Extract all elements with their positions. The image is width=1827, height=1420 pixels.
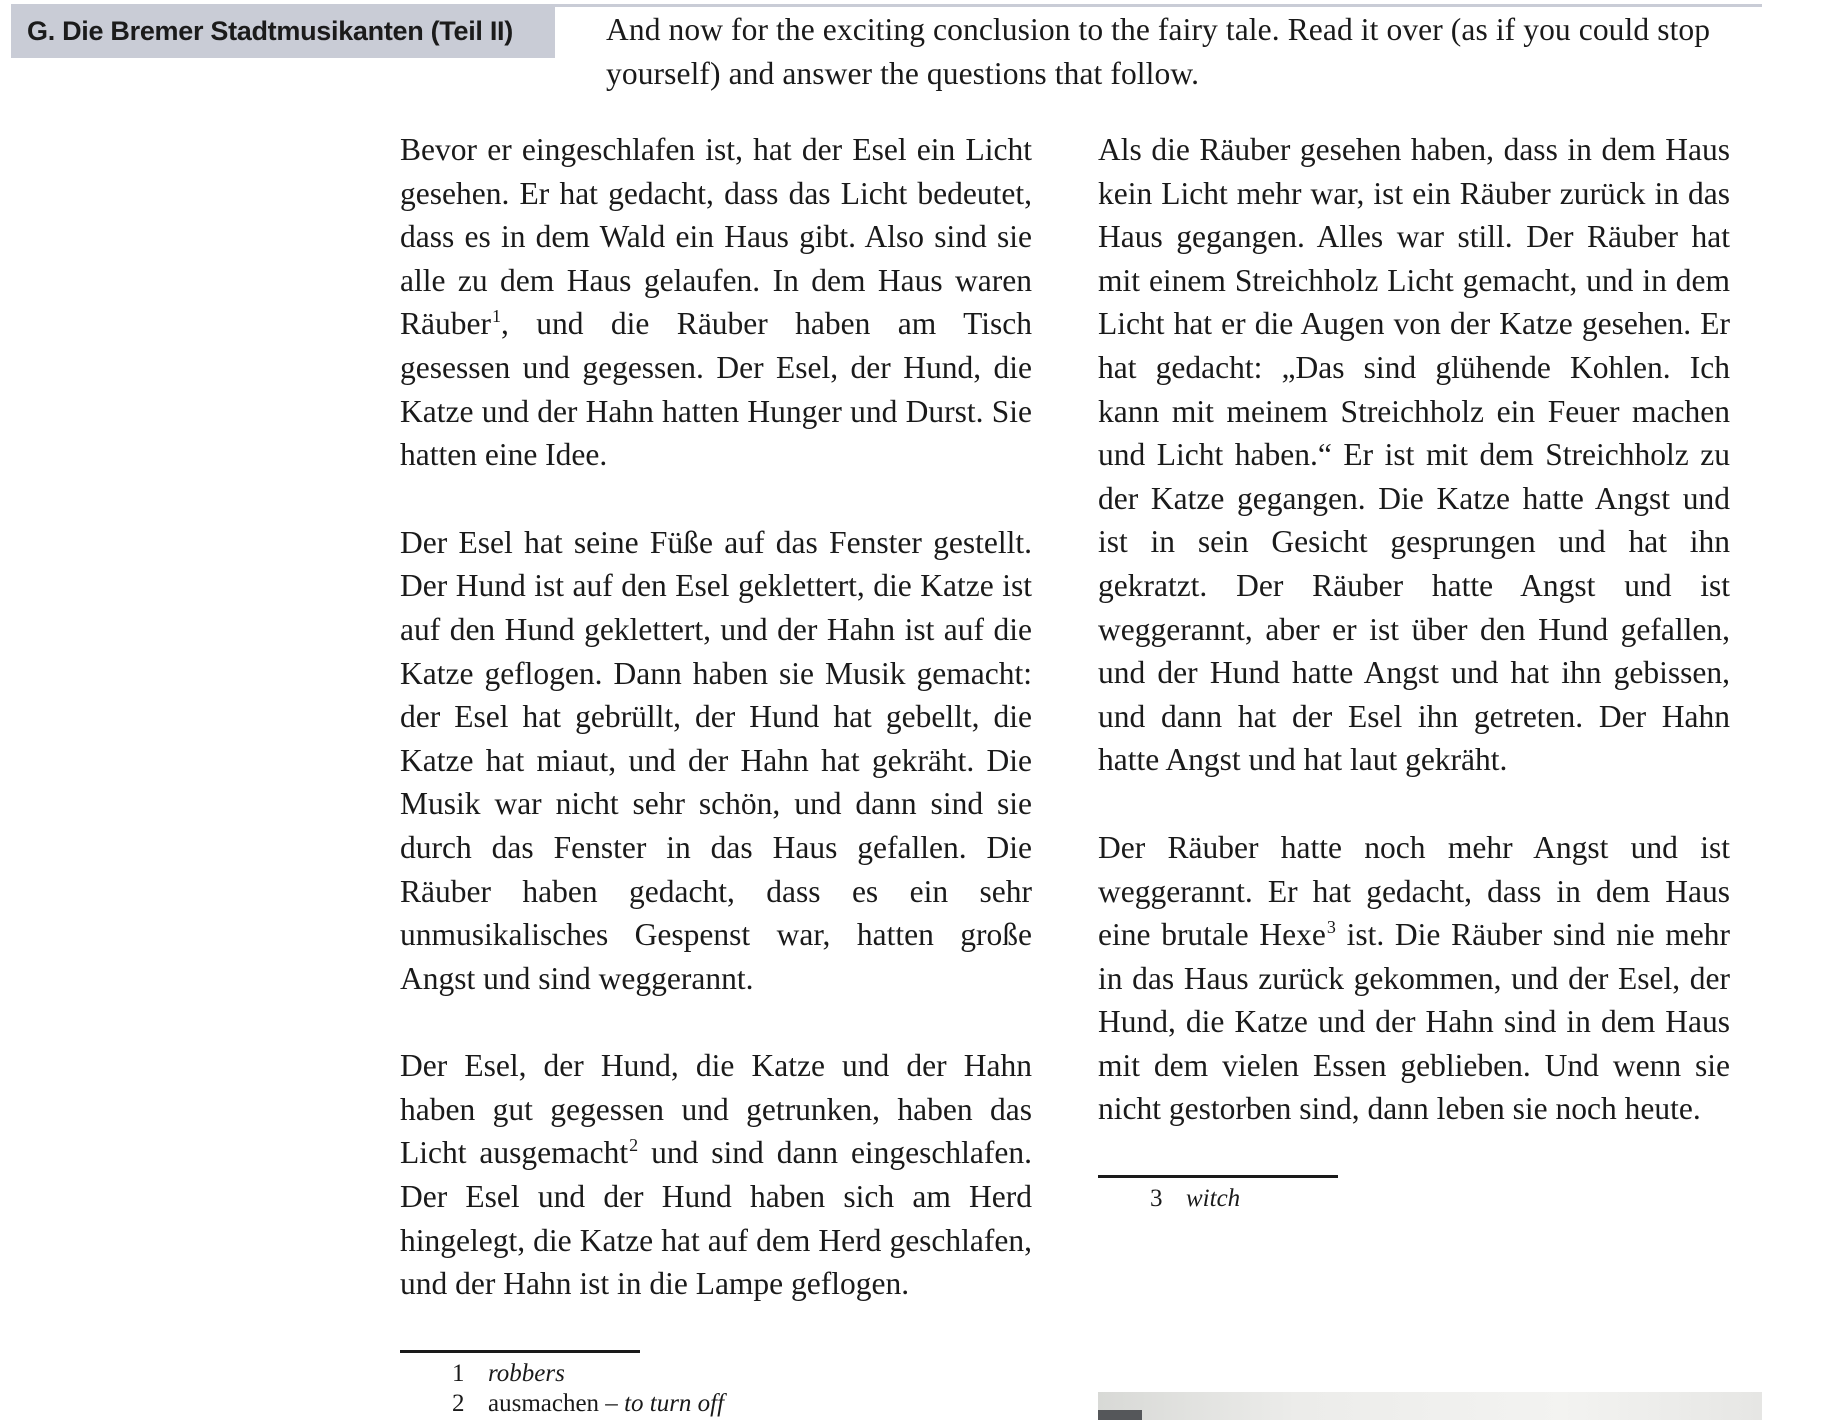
footnote-marker-3: 3 [1326, 917, 1336, 938]
section-heading [11, 4, 555, 58]
illustration-photo-detail [1098, 1410, 1142, 1420]
footnote-gloss: to turn off [624, 1389, 725, 1417]
story-paragraph-2: Der Esel hat seine Füße auf das Fenster gestellt. Der Hund ist auf den Esel geklettert, die Katze ist auf den Hund geklettert, und der Hahn ist auf die Katze geflogen. Dann haben sie Musik gemacht: der Esel hat gebrüllt, der Hund hat gebellt, die Katze hat miaut, und der Hahn hat gekräht. Die Musik war nicht sehr schön, und dann sind sie durch das Fenster in das Haus gefallen. Die Räuber haben gedacht, dass es ein sehr unmusikalisches Gespenst war, hatten große Angst und sind weggerannt. [400, 524, 1032, 996]
footnote-marker-1: 1 [491, 306, 501, 327]
paragraph-text: Bevor er eingeschlafen ist, hat der Esel ein Licht gesehen. Er hat gedacht, dass das Licht bedeutet, dass es in dem Wald ein Haus gibt. Also sind sie alle zu dem Haus gelaufen. In dem Haus waren Räuber [400, 132, 1032, 342]
story-paragraph-5 [1098, 826, 1730, 1131]
header-rule [555, 4, 1762, 7]
story-paragraph-1 [400, 128, 1032, 477]
footnote-number: 1 [452, 1359, 465, 1387]
footnote-rule [1098, 1175, 1338, 1178]
footnote-3 [1098, 1184, 1730, 1214]
paragraph-text: , und die Räuber haben am Tisch gesessen und gegessen. Der Esel, der Hund, die Katze und der Hahn hatten Hunger und Durst. Sie hatten eine Idee. [400, 306, 1032, 473]
paragraph-text: Der Räuber hatte noch mehr Angst und ist weggerannt. Er hat gedacht, dass in dem Haus eine brutale Hexe [1098, 829, 1730, 953]
paragraph-text: und sind dann eingeschlafen. Der Esel und der Hund haben sich am Herd hingelegt, die Katze hat auf dem Herd geschlafen, und der Hahn ist in die Lampe geflogen. [400, 1135, 1032, 1302]
footnote-2 [400, 1389, 1032, 1419]
footnote-number: 2 [452, 1389, 465, 1417]
paragraph-text: ist. Die Räuber sind nie mehr in das Haus zurück gekommen, und der Esel, der Hund, die Katze und der Hahn sind in dem Haus mit dem vielen Essen geblieben. Und wenn sie nicht gestorben sind, dann leben sie noch heute. [1098, 917, 1730, 1127]
story-paragraph-3 [400, 1044, 1032, 1306]
footnote-marker-2: 2 [629, 1135, 639, 1156]
footnote-rule [400, 1350, 640, 1353]
footnote-term: ausmachen – [488, 1389, 625, 1417]
instructions-text: And now for the exciting conclusion to the fairy tale. Read it over (as if you could stop yourself) and answer the questions that follow. [606, 12, 1711, 91]
footnote-gloss: witch [1186, 1185, 1241, 1213]
story-paragraph-4: Als die Räuber gesehen haben, dass in dem Haus kein Licht mehr war, ist ein Räuber zurück in das Haus gegangen. Alles war still. Der Räuber hat mit einem Streichholz Licht gemacht, und in dem Licht hat er die Augen von der Katze gesehen. Er hat gedacht: „Das sind glühende Kohlen. Ich kann mit meinem Streichholz ein Feuer machen und Licht haben.“ Er ist mit dem Streichholz zu der Katze gegangen. Die Katze hatte Angst und ist in sein Gesicht gesprungen und hat ihn gekratzt. Der Räuber hatte Angst und ist weggerannt, aber er ist über den Hund gefallen, und der Hund hatte Angst und hat ihn gebissen, und dann hat der Esel ihn getreten. Der Hahn hatte Angst und hat laut gekräht. [1098, 132, 1730, 778]
story-column-left [400, 128, 1032, 1419]
footnote-1 [400, 1359, 1032, 1389]
paragraph-text: Der Esel, der Hund, die Katze und der Hahn haben gut gegessen und getrunken, haben das Licht ausgemacht [400, 1048, 1032, 1171]
footnote-gloss: robbers [488, 1359, 565, 1387]
illustration-photo [1098, 1392, 1762, 1420]
footnote-number: 3 [1150, 1185, 1163, 1213]
section-heading-text: G. Die Bremer Stadtmusikanten (Teil II) [27, 15, 513, 46]
story-column-right [1098, 128, 1730, 1214]
